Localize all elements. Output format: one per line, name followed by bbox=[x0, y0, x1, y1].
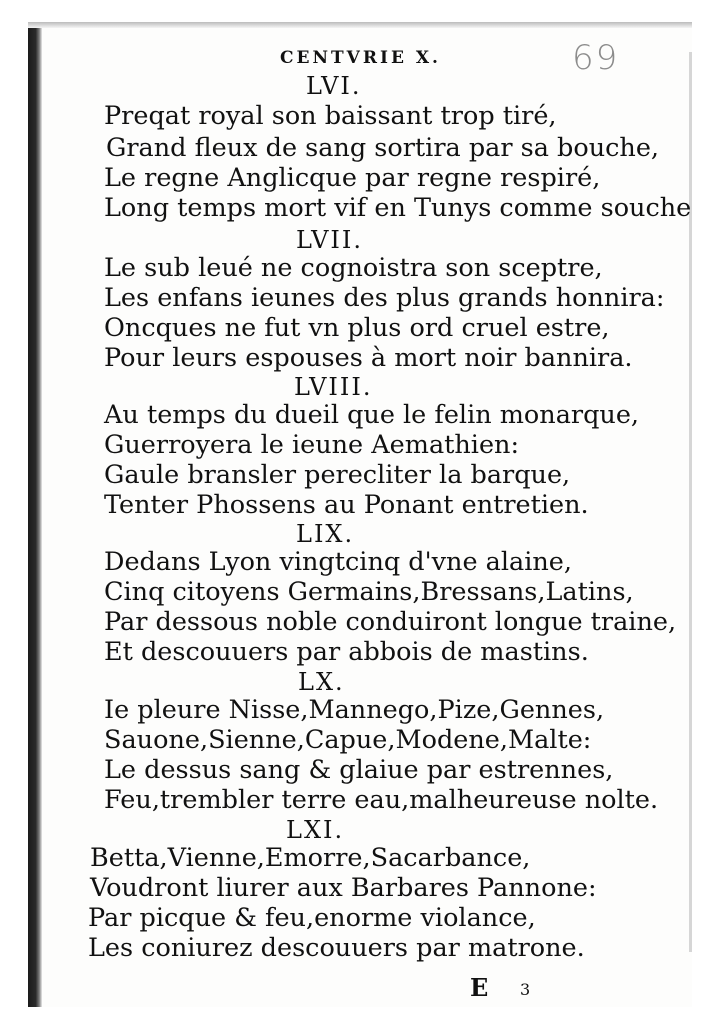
verse-line: Le regne Anglicque par regne respiré, bbox=[104, 163, 601, 193]
verse-line: Sauone,Sienne,Capue,Modene,Malte: bbox=[104, 725, 592, 755]
verse-line: Ie pleure Nisse,Mannego,Pize,Gennes, bbox=[104, 695, 605, 725]
signature-number: 3 bbox=[520, 980, 531, 999]
page-right-edge bbox=[689, 52, 692, 952]
verse-line: Gaule bransler perecliter la barque, bbox=[104, 460, 571, 490]
verse-line: Voudront liurer aux Barbares Pannone: bbox=[90, 873, 597, 903]
verse-line: Long temps mort vif en Tunys comme souche bbox=[104, 193, 692, 223]
folio-number: 69 bbox=[572, 38, 620, 78]
signature-mark: E bbox=[470, 973, 489, 1002]
verse-line: Les coniurez descouuers par matrone. bbox=[88, 933, 585, 963]
verse-line: Les enfans ieunes des plus grands honnira: bbox=[104, 283, 665, 313]
verse-line: Cinq citoyens Germains,Bressans,Latins, bbox=[104, 577, 634, 607]
quatrain-heading: LVIII. bbox=[294, 373, 373, 401]
running-title: CENTVRIE X. bbox=[280, 48, 441, 68]
quatrain-heading: LVI. bbox=[306, 72, 362, 100]
page-binding-edge bbox=[28, 22, 42, 1007]
verse-line: Par dessous noble conduiront longue traine, bbox=[104, 607, 677, 637]
verse-line: Au temps du dueil que le felin monarque, bbox=[104, 400, 640, 430]
verse-line: Grand fleux de sang sortira par sa bouche, bbox=[106, 133, 660, 163]
verse-line: Betta,Vienne,Emorre,Sacarbance, bbox=[90, 843, 531, 873]
verse-line: Guerroyera le ieune Aemathien: bbox=[104, 430, 520, 460]
verse-line: Tenter Phossens au Ponant entretien. bbox=[104, 490, 589, 520]
verse-line: Preqat royal son baissant trop tiré, bbox=[104, 101, 557, 131]
page-top-edge bbox=[28, 22, 692, 28]
verse-line: Le sub leué ne cognoistra son sceptre, bbox=[104, 253, 603, 283]
quatrain-heading: LXI. bbox=[286, 816, 345, 844]
quatrain-heading: LIX. bbox=[296, 520, 355, 548]
verse-line: Dedans Lyon vingtcinq d'vne alaine, bbox=[104, 547, 572, 577]
quatrain-heading: LVII. bbox=[296, 226, 364, 254]
verse-line: Pour leurs espouses à mort noir bannira. bbox=[104, 343, 633, 373]
verse-line: Le dessus sang & glaiue par estrennes, bbox=[104, 755, 614, 785]
quatrain-heading: LX. bbox=[298, 668, 345, 696]
verse-line: Et descouuers par abbois de mastins. bbox=[104, 637, 589, 667]
verse-line: Feu,trembler terre eau,malheureuse nolte. bbox=[104, 785, 659, 815]
verse-line: Oncques ne fut vn plus ord cruel estre, bbox=[104, 313, 610, 343]
verse-line: Par picque & feu,enorme violance, bbox=[88, 903, 536, 933]
